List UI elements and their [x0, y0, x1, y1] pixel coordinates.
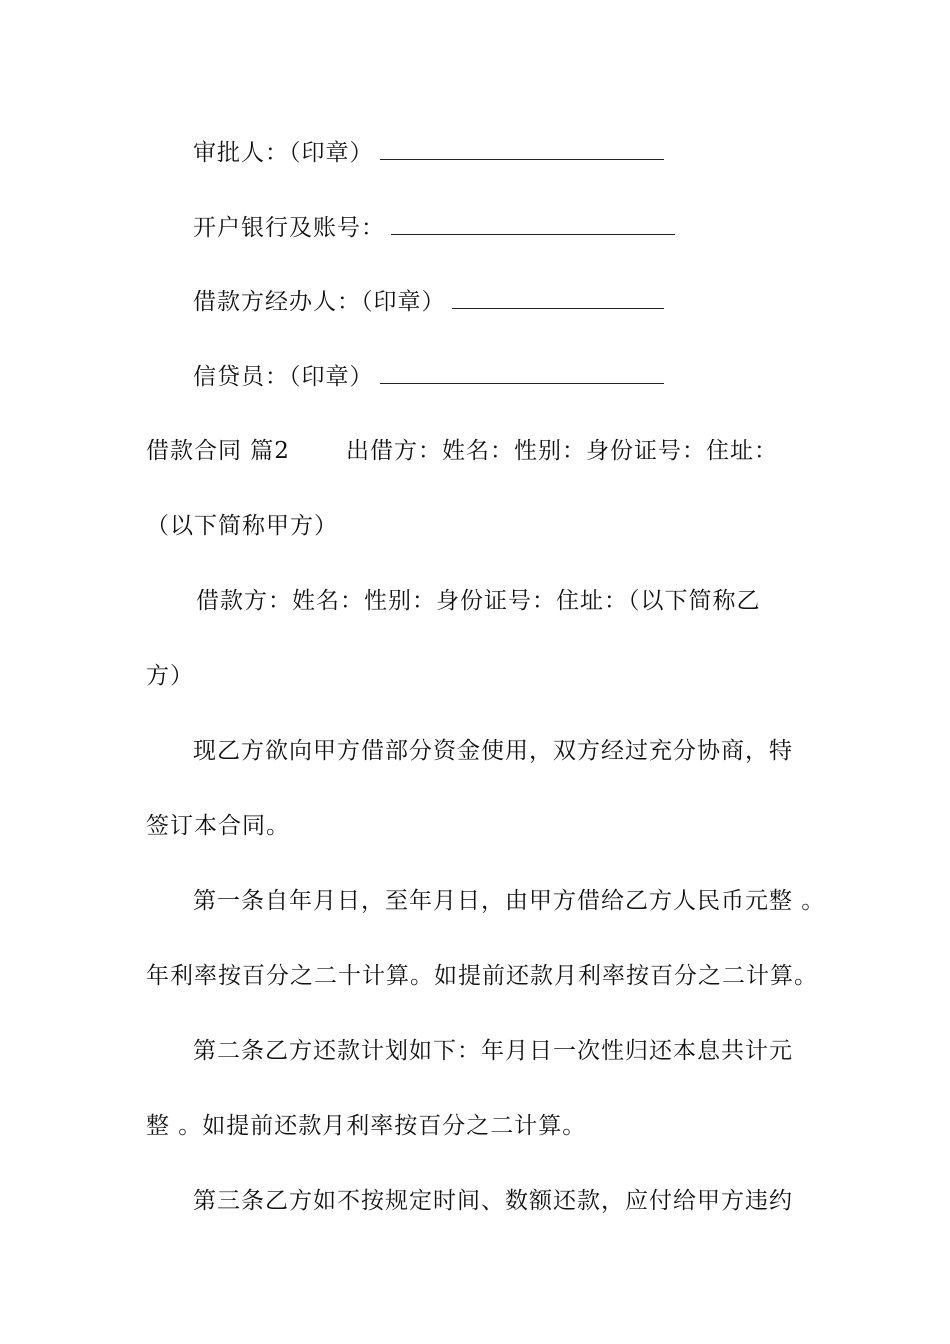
borrower-line-cont: 方） [146, 663, 194, 689]
borrower-agent-label: 借款方经办人：（印章） [193, 289, 446, 315]
loan-officer-blank[interactable] [380, 361, 664, 384]
article-3-line-1: 第三条乙方如不按规定时间、数额还款，应付给甲方违约 [193, 1188, 793, 1214]
article-1-line-2: 年利率按百分之二十计算。如提前还款月利率按百分之二计算。 [146, 963, 818, 989]
approver-signature-line [193, 137, 664, 168]
article-2-line-1: 第二条乙方还款计划如下：年月日一次性归还本息共计元 [193, 1038, 793, 1064]
article-1-line-1: 第一条自年月日，至年月日，由甲方借给乙方人民币元整 。 [193, 888, 826, 914]
borrower-agent-blank[interactable] [452, 286, 664, 309]
contract-heading-line [146, 436, 778, 466]
approver-blank[interactable] [380, 137, 664, 160]
bank-account-line [193, 212, 675, 243]
lender-note: （以下简称甲方） [146, 513, 338, 539]
article-2-line-2: 整 。如提前还款月利率按百分之二计算。 [146, 1113, 587, 1139]
loan-officer-line [193, 361, 664, 392]
approver-label: 审批人：（印章） [193, 140, 374, 166]
borrower-line: 借款方：姓名：性别：身份证号：住址：（以下简称乙 [196, 588, 761, 614]
borrower-agent-line [193, 286, 664, 317]
lender-line: 出借方：姓名：性别：身份证号：住址： [345, 438, 778, 464]
bank-account-label: 开户银行及账号： [193, 215, 385, 241]
contract-heading: 借款合同 篇2 [146, 438, 290, 464]
loan-officer-label: 信贷员：（印章） [193, 364, 374, 390]
bank-account-blank[interactable] [391, 212, 675, 235]
intro-paragraph-2: 签订本合同。 [146, 813, 290, 839]
intro-paragraph-1: 现乙方欲向甲方借部分资金使用，双方经过充分协商，特 [193, 738, 793, 764]
